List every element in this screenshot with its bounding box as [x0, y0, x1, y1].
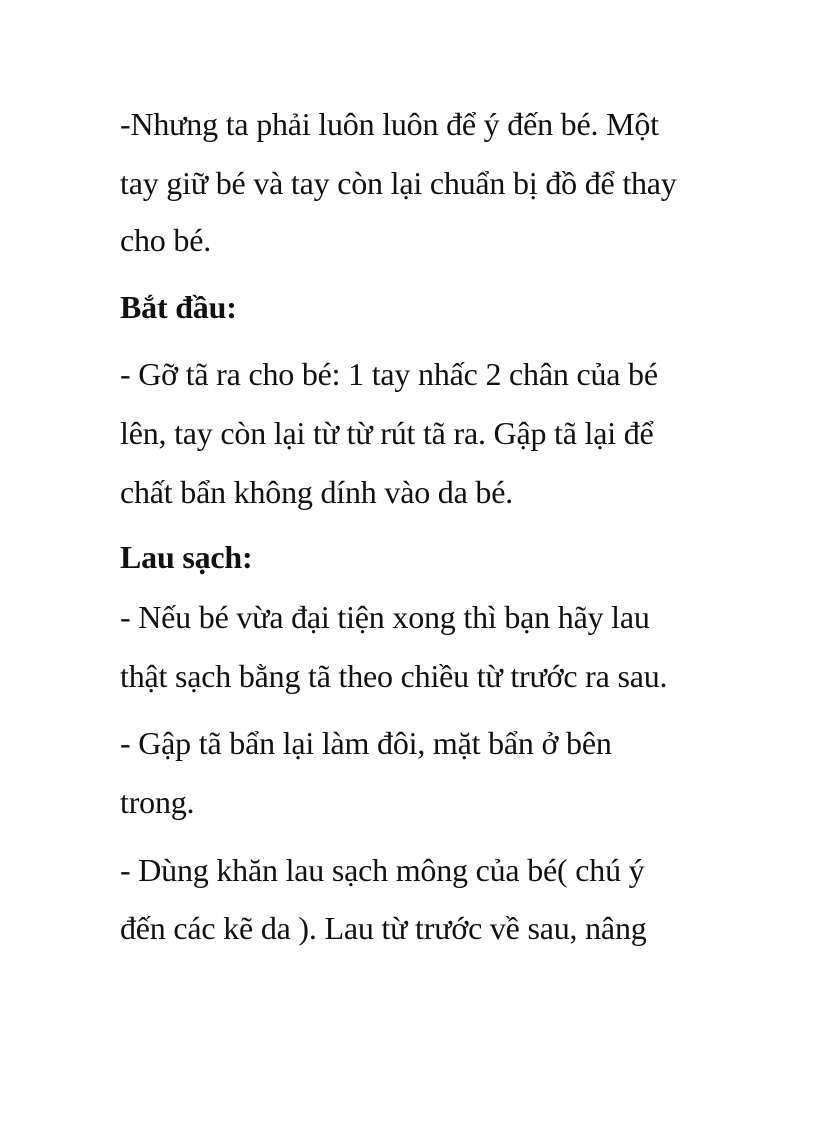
paragraph-start-line-2: lên, tay còn lại từ từ rút tã ra. Gập tã lại để	[120, 415, 654, 451]
paragraph-intro-line-2: tay giữ bé và tay còn lại chuẩn bị đồ để thay	[120, 165, 677, 201]
paragraph-clean-1-line-1: - Nếu bé vừa đại tiện xong thì bạn hãy lau	[120, 599, 650, 635]
heading-clean: Lau sạch:	[120, 539, 253, 575]
paragraph-start-line-3: chất bẩn không dính vào da bé.	[120, 474, 514, 510]
paragraph-clean-2-line-2: trong.	[120, 784, 195, 820]
paragraph-intro-line-1: -Nhưng ta phải luôn luôn để ý đến bé. Một	[120, 106, 659, 142]
paragraph-clean-1-line-2: thật sạch bằng tã theo chiều từ trước ra sau.	[120, 658, 668, 694]
paragraph-start-line-1: - Gỡ tã ra cho bé: 1 tay nhấc 2 chân của bé	[120, 356, 658, 392]
paragraph-clean-2-line-1: - Gập tã bẩn lại làm đôi, mặt bẩn ở bên	[120, 725, 612, 761]
paragraph-intro-line-3: cho bé.	[120, 222, 212, 258]
paragraph-clean-3-line-2: đến các kẽ da ). Lau từ trước về sau, nâng	[120, 910, 647, 946]
heading-start: Bắt đầu:	[120, 289, 237, 325]
paragraph-clean-3-line-1: - Dùng khăn lau sạch mông của bé( chú ý	[120, 852, 645, 888]
